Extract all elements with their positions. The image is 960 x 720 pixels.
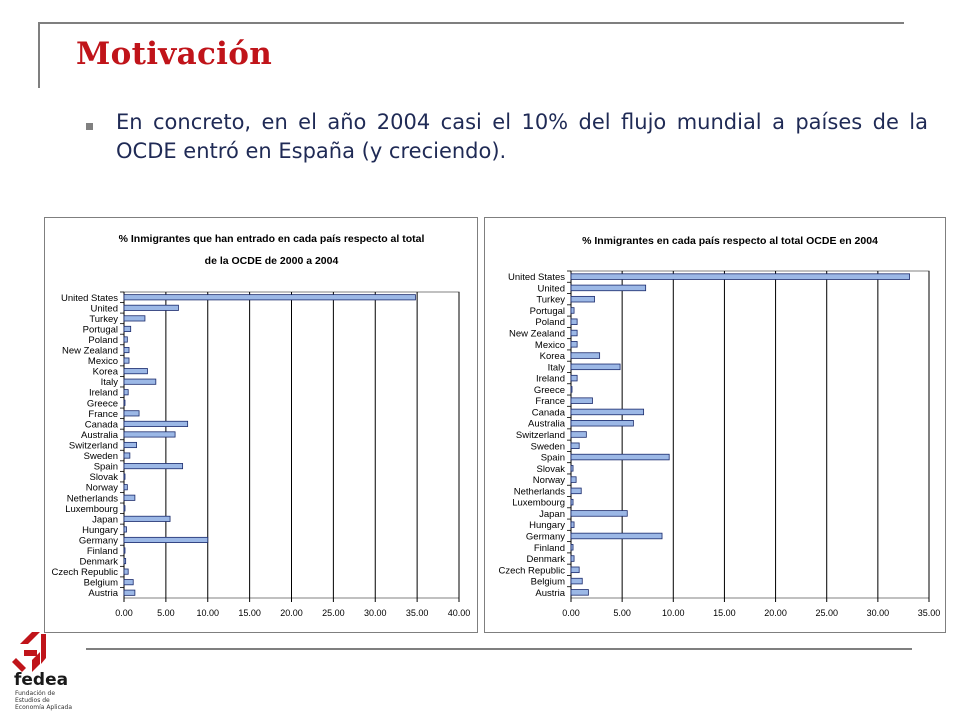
category-label: Belgium	[530, 576, 565, 588]
bar	[571, 387, 572, 393]
x-tick-label: 5.00	[613, 608, 631, 618]
category-label: Hungary	[82, 524, 118, 536]
bar	[124, 569, 128, 574]
category-label: Turkey	[89, 313, 118, 325]
bar	[124, 379, 156, 384]
category-label: Greece	[86, 398, 118, 410]
bar	[571, 308, 574, 314]
chart-right-svg	[485, 218, 945, 632]
category-label: Norway	[85, 482, 118, 494]
x-tick-label: 20.00	[764, 608, 787, 618]
category-label: United	[90, 303, 118, 315]
bar	[124, 369, 147, 374]
bar	[571, 398, 592, 404]
category-label: Finland	[533, 542, 565, 554]
category-label: Canada	[84, 419, 118, 431]
x-tick-label: 15.00	[238, 608, 261, 618]
category-label: Australia	[528, 418, 565, 430]
category-label: Germany	[78, 535, 118, 547]
bar	[124, 548, 125, 553]
logo-subtitle-line: Economía Aplicada	[15, 704, 73, 711]
bar	[124, 506, 125, 511]
category-label: United	[537, 283, 565, 295]
bar	[124, 442, 137, 447]
bar	[571, 533, 662, 539]
chart-title-line: % Inmigrantes que han entrado en cada país respecto al total	[118, 233, 425, 245]
top-rule	[40, 22, 904, 24]
chart-left-svg	[45, 218, 477, 632]
bar	[124, 463, 183, 468]
category-label: United States	[60, 292, 118, 304]
bar	[571, 420, 633, 426]
bar	[124, 432, 175, 437]
bar	[124, 316, 145, 321]
bar	[124, 453, 130, 458]
category-label: France	[88, 408, 118, 420]
category-label: Poland	[88, 334, 118, 346]
bar	[124, 537, 208, 542]
category-label: Finland	[86, 546, 118, 558]
slide-title: Motivación	[76, 36, 273, 72]
x-tick-label: 25.00	[815, 608, 838, 618]
category-label: Ireland	[535, 373, 565, 385]
x-tick-label: 10.00	[662, 608, 685, 618]
category-label: Belgium	[83, 577, 118, 589]
bullet-marker	[86, 123, 93, 130]
category-label: Japan	[539, 508, 565, 520]
logo-subtitle-line: Fundación de	[15, 690, 56, 697]
category-label: Mexico	[534, 339, 565, 351]
x-tick-label: 40.00	[447, 608, 471, 618]
bar	[571, 274, 910, 280]
bar	[571, 432, 586, 438]
bar	[571, 477, 576, 483]
x-tick-label: 35.00	[917, 608, 941, 618]
category-label: Mexico	[87, 356, 118, 368]
category-label: Slovak	[89, 472, 118, 484]
bar	[571, 556, 574, 562]
category-label: Denmark	[526, 554, 565, 566]
category-label: Netherlands	[66, 493, 118, 505]
category-label: Spain	[540, 452, 565, 464]
bar	[124, 358, 129, 363]
category-label: Turkey	[536, 294, 565, 306]
chart-title-line: de la OCDE de 2000 a 2004	[204, 255, 339, 267]
bar	[571, 375, 577, 381]
bar	[124, 558, 126, 563]
bottom-rule	[86, 648, 912, 650]
bar	[571, 319, 577, 325]
category-label: Switzerland	[515, 430, 565, 441]
bar	[571, 443, 579, 449]
category-label: Japan	[92, 514, 118, 526]
bar	[571, 590, 588, 596]
bar	[124, 527, 127, 532]
category-label: New Zealand	[62, 345, 118, 357]
bar	[124, 295, 415, 300]
bar	[124, 337, 127, 342]
category-label: Canada	[531, 407, 565, 419]
category-label: United States	[507, 272, 565, 284]
category-label: Norway	[532, 475, 565, 487]
bar	[571, 567, 579, 573]
category-label: Switzerland	[68, 440, 118, 452]
category-label: Austria	[535, 587, 565, 599]
bullet-text: En concreto, en el año 2004 casi el 10% del flujo mundial a países de la OCDE entró en España (y creciendo).	[116, 110, 928, 163]
category-label: Sweden	[83, 451, 118, 463]
bar	[571, 296, 595, 302]
category-label: Luxembourg	[512, 497, 565, 509]
category-label: Korea	[539, 351, 565, 363]
bar	[571, 522, 574, 528]
category-label: Portugal	[82, 324, 118, 336]
x-tick-label: 0.00	[115, 608, 133, 618]
x-tick-label: 0.00	[562, 608, 580, 618]
x-tick-label: 15.00	[713, 608, 736, 618]
category-label: Greece	[533, 384, 565, 396]
bar	[124, 305, 178, 310]
x-tick-label: 20.00	[280, 608, 303, 618]
chart-left	[44, 217, 478, 633]
bar	[571, 454, 669, 460]
category-label: Czech Republic	[51, 567, 118, 579]
bar	[571, 285, 646, 291]
chart-title-line: % Inmigrantes en cada país respecto al total OCDE en 2004	[582, 235, 878, 247]
bar	[571, 544, 573, 550]
x-tick-label: 30.00	[363, 608, 387, 618]
category-label: Italy	[547, 362, 565, 374]
bar	[124, 400, 125, 405]
category-label: Denmark	[79, 556, 118, 568]
bar	[124, 421, 188, 426]
bar	[571, 488, 581, 494]
category-label: New Zealand	[509, 328, 565, 340]
bar	[571, 341, 577, 347]
x-tick-label: 5.00	[157, 608, 175, 618]
plot-area	[571, 271, 929, 598]
logo-wordmark: fedea	[14, 670, 69, 690]
category-label: Czech Republic	[498, 565, 565, 577]
category-label: Australia	[81, 429, 118, 441]
category-label: Slovak	[536, 463, 565, 475]
x-tick-label: 30.00	[866, 608, 890, 618]
x-tick-label: 25.00	[322, 608, 345, 618]
category-label: Sweden	[530, 441, 565, 453]
category-label: Hungary	[529, 520, 565, 532]
bar	[124, 516, 170, 521]
bar	[571, 353, 600, 359]
x-tick-label: 10.00	[196, 608, 220, 618]
logo-subtitle	[15, 690, 75, 711]
category-label: Luxembourg	[65, 503, 118, 515]
category-label: France	[535, 396, 565, 408]
category-label: Italy	[100, 377, 118, 389]
bar	[571, 466, 573, 472]
category-label: Germany	[525, 531, 565, 543]
chart-right	[484, 217, 946, 633]
x-tick-label: 35.00	[405, 608, 429, 618]
left-rule	[38, 22, 40, 88]
bar	[124, 495, 135, 500]
category-label: Netherlands	[513, 486, 565, 498]
bar	[571, 511, 627, 517]
bar	[124, 326, 131, 331]
bar	[571, 578, 582, 584]
bar	[124, 485, 127, 490]
bar	[124, 347, 129, 352]
category-label: Portugal	[529, 305, 565, 317]
bar	[124, 580, 133, 585]
category-label: Korea	[92, 366, 118, 378]
logo-subtitle-line: Estudios de	[15, 697, 50, 704]
bar	[124, 474, 125, 479]
bar	[571, 499, 573, 505]
category-label: Ireland	[88, 387, 118, 399]
bar	[124, 411, 139, 416]
bar	[571, 409, 644, 415]
category-label: Austria	[88, 588, 118, 600]
bar	[124, 590, 135, 595]
category-label: Poland	[535, 317, 565, 329]
category-label: Spain	[93, 461, 118, 473]
bar	[571, 364, 620, 370]
bar	[571, 330, 577, 336]
bar	[124, 390, 128, 395]
